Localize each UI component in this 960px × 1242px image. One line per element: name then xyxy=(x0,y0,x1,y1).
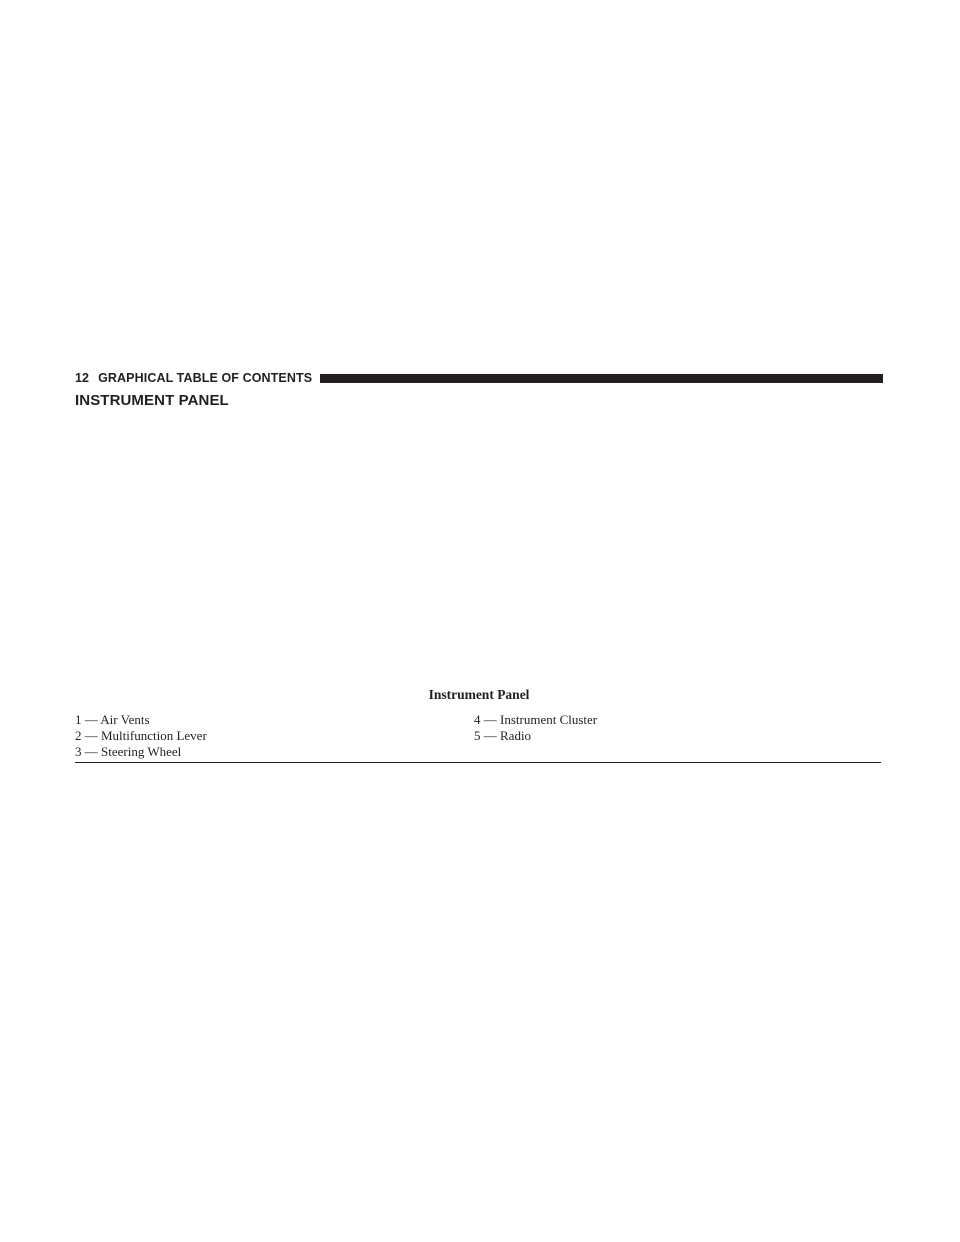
legend-item: 1 — Air Vents xyxy=(75,712,150,727)
running-head-title: GRAPHICAL TABLE OF CONTENTS xyxy=(98,371,313,385)
figure-caption: Instrument Panel xyxy=(428,687,530,702)
legend-item: 5 — Radio xyxy=(474,728,532,743)
page-number: 12 xyxy=(75,371,90,385)
legend-item: 3 — Steering Wheel xyxy=(75,744,182,759)
legend-bottom-rule xyxy=(75,762,881,763)
legend-column-left xyxy=(75,712,207,760)
header-rule xyxy=(320,374,883,383)
running-header xyxy=(75,368,883,388)
section-title: INSTRUMENT PANEL xyxy=(75,392,229,409)
legend-item: 4 — Instrument Cluster xyxy=(474,712,598,727)
figure-placeholder xyxy=(75,418,883,680)
legend-item: 2 — Multifunction Lever xyxy=(75,728,207,743)
legend-column-right xyxy=(474,712,597,744)
